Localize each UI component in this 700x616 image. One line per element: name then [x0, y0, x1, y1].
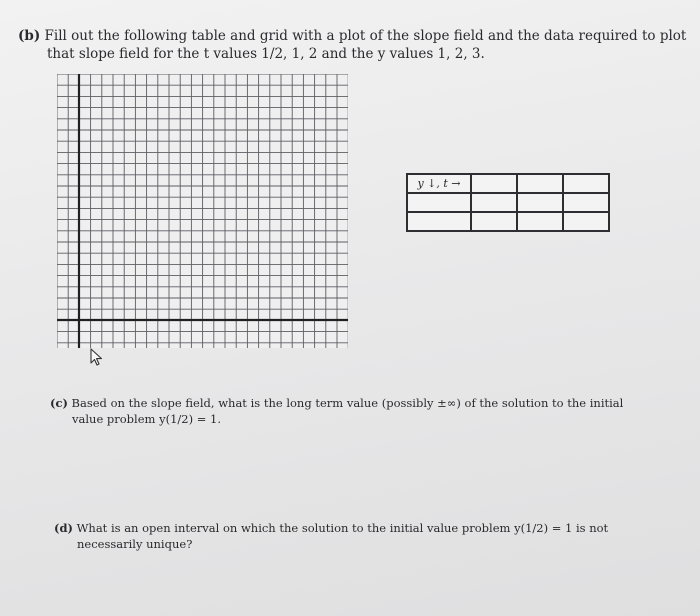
table-row	[407, 193, 609, 212]
part-b-text-line2: that slope field for the t values 1/2, 1, 2 and the y values 1, 2, 3.	[47, 46, 485, 62]
table-cell[interactable]	[517, 212, 563, 231]
slope-field-grid-svg[interactable]	[57, 74, 348, 348]
slope-field-grid[interactable]	[57, 74, 348, 348]
part-d-text-line2: necessarily unique?	[77, 537, 193, 551]
part-c-label: (c)	[50, 396, 68, 410]
table-header-cell: y ↓, t →	[407, 174, 471, 193]
table-cell[interactable]	[517, 193, 563, 212]
part-c-question	[50, 395, 623, 411]
table-cell[interactable]	[471, 174, 517, 193]
table-cell[interactable]	[563, 193, 609, 212]
table-cell[interactable]	[471, 193, 517, 212]
part-d-text-line1: What is an open interval on which the solution to the initial value problem y(1/2) = 1 is not	[76, 521, 609, 535]
mouse-pointer-icon	[90, 348, 104, 368]
table-row	[407, 174, 609, 193]
table-cell[interactable]	[407, 212, 471, 231]
table-cell[interactable]	[471, 212, 517, 231]
part-b-text-line1: Fill out the following table and grid with a plot of the slope field and the data required to plot	[44, 28, 687, 44]
table-cell[interactable]	[563, 174, 609, 193]
part-d-label: (d)	[54, 521, 73, 535]
part-d-question	[54, 520, 608, 536]
table-cell[interactable]	[407, 193, 471, 212]
part-b-question	[18, 27, 686, 45]
table-cell[interactable]	[517, 174, 563, 193]
part-b-label: (b)	[18, 28, 41, 44]
table-row	[407, 212, 609, 231]
part-c-text-line2: value problem y(1/2) = 1.	[72, 412, 221, 426]
table-cell[interactable]	[563, 212, 609, 231]
part-c-text-line1: Based on the slope field, what is the long term value (possibly ±∞) of the solution to the initial	[71, 396, 624, 410]
slope-data-table[interactable]	[406, 173, 610, 232]
